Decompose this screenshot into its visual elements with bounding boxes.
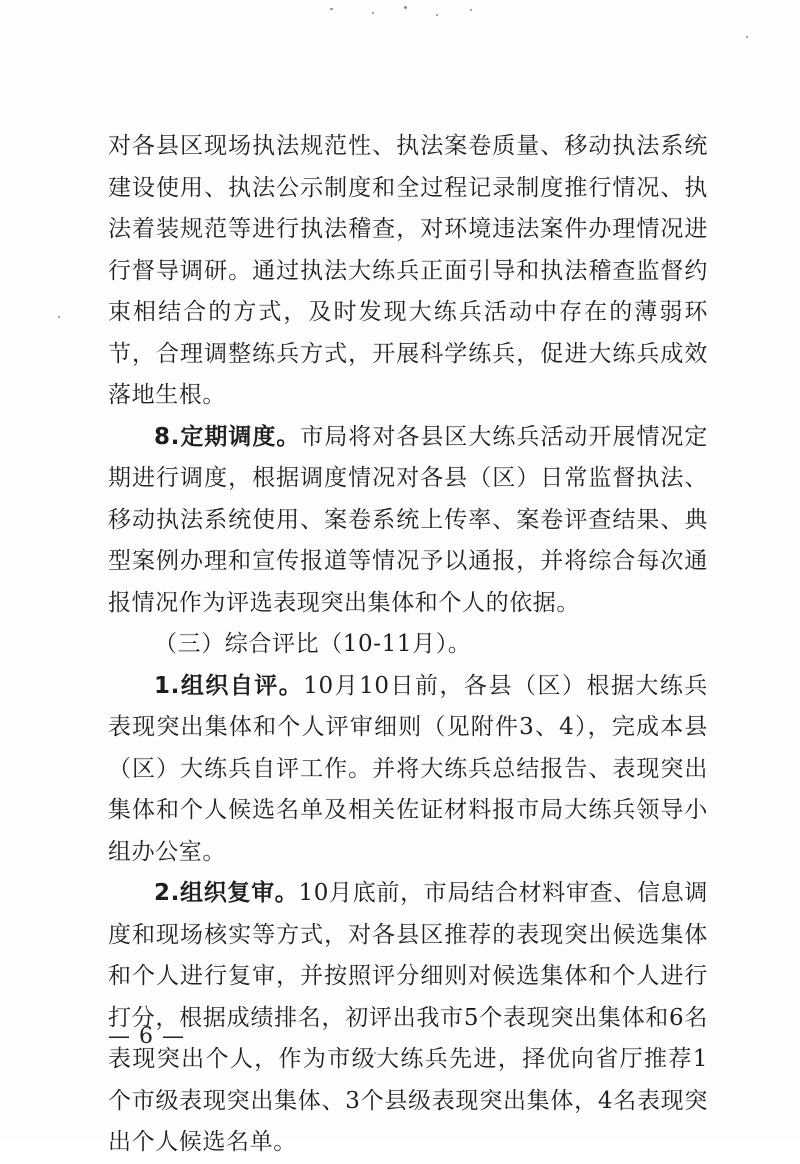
scan-speck (58, 316, 60, 318)
scan-speck (330, 8, 333, 10)
paragraph-text: 市局将对各县区大练兵活动开展情况定期进行调度，根据调度情况对各县（区）日常监督执法、移动执法系统使用、案卷系统上传率、案卷评查结果、典型案例办理和宣传报道等情况予以通报，并将综合每次通报情况作为评选表现突出集体和个人的依据。 (108, 423, 708, 616)
scan-speck (372, 12, 374, 14)
scan-speck (470, 9, 472, 11)
paragraph-text: 10月10日前，各县（区）根据大练兵表现突出集体和个人评审细则（见附件3、4），完成本县（区）大练兵自评工作。并将大练兵总结报告、表现突出集体和个人候选名单及相关佐证材料报市局大练兵领导小组办公室。 (108, 672, 708, 865)
scan-speck (404, 6, 407, 9)
subsection-title (108, 624, 708, 666)
document-body (108, 126, 708, 1164)
paragraph-review (108, 873, 708, 1164)
scan-speck (746, 36, 748, 38)
subsection-title-text: （三）综合评比（10-11月）。 (154, 631, 472, 657)
page-number: — 6 — (108, 1024, 185, 1049)
paragraph-enforcement-inspection (108, 126, 708, 417)
section-heading: 8.定期调度。 (154, 423, 301, 450)
paragraph-self-evaluation (108, 666, 708, 874)
section-heading: 2.组织复审。 (154, 880, 299, 906)
scan-speck (436, 14, 438, 16)
paragraph-regular-scheduling (108, 417, 708, 625)
paragraph-text: 对各县区现场执法规范性、执法案卷质量、移动执法系统建设使用、执法公示制度和全过程记录制度推行情况、执法着装规范等进行执法稽查，对环境违法案件办理情况进行督导调研。通过执法大练兵正面引导和执法稽查监督约束相结合的方式，及时发现大练兵活动中存在的薄弱环节，合理调整练兵方式，开展科学练兵，促进大练兵成效落地生根。 (108, 133, 708, 408)
paragraph-text: 10月底前，市局结合材料审查、信息调度和现场核实等方式，对各县区推荐的表现突出候选集体和个人进行复审，并按照评分细则对候选集体和个人进行打分，根据成绩排名，初评出我市5个表现突出集体和6名表现突出个人，作为市级大练兵先进，择优向省厅推荐1个市级表现突出集体、3个县级表现突出集体，4名表现突出个人候选名单。 (108, 880, 708, 1155)
section-heading: 1.组织自评。 (154, 672, 304, 699)
